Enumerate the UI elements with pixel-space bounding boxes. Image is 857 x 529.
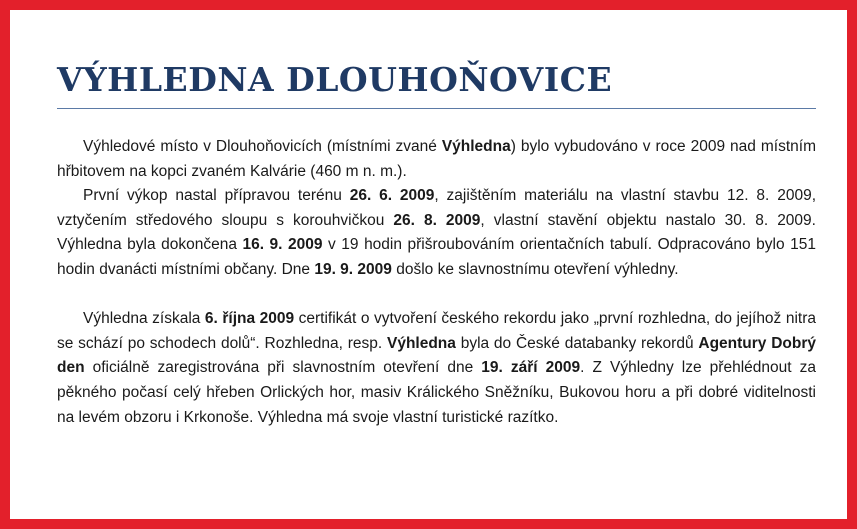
paragraph-record [57,307,816,430]
bold-text: Agentury Dobrý den [57,334,817,377]
text-run: , vlastní stavění objektu nastalo 30. 8. 2009. Výhledna byla dokončena [57,211,816,254]
text-run: byla do České databanky rekordů [455,334,699,352]
bold-date: 16. 9. 2009 [242,236,323,254]
page-title: VÝHLEDNA DLOUHOŇOVICE [57,60,613,99]
bold-date: 19. 9. 2009 [314,260,392,278]
text-run: Výhledové místo v Dlouhoňovicích (místními zvané [83,138,442,155]
bold-date: 19. září 2009 [481,359,581,377]
text-run: oficiálně zaregistrována při slavnostním otevření dne [84,359,482,377]
text-run: . Z Výhledny lze přehlédnout za pěkného počasí celý hřeben Orlických hor, masiv Králického Sněžníku, Bukovou horu a při dobré viditelnosti na levém obzoru i Krkonoše. Výhledna má svoje vlastní turistické razítko. [57,359,816,426]
bold-text: Výhledna [441,138,511,155]
title-underline-divider [57,108,816,109]
text-run: došlo ke slavnostnímu otevření výhledny. [391,260,679,278]
text-run: , zajištěním materiálu na vlastní stavbu 12. 8. 2009, vztyčením středového sloupu s korouhvičkou [57,187,816,229]
paragraph-construction [57,184,816,282]
bold-date: 26. 8. 2009 [393,211,481,229]
text-run: Výhledna získala [83,310,205,328]
paragraph-intro [57,135,816,184]
bold-date: 6. října 2009 [204,310,295,328]
bold-date: 26. 6. 2009 [349,187,435,205]
text-run: certifikát o vytvoření českého rekordu jako „první rozhledna, do jejíhož nitra se schází po schodech dolů“. Rozhledna, resp. [57,310,816,352]
text-run: První výkop nastal přípravou terénu [83,187,350,205]
article-body [57,135,816,430]
paragraph-spacer [57,283,816,308]
bold-text: Výhledna [386,334,456,352]
text-run: v 19 hodin přišroubováním orientačních tabulí. Odpracováno bylo 151 hodin dvanácti místními občany. Dne [57,236,816,278]
text-run: ) bylo vybudováno v roce 2009 nad místním hřbitovem na kopci zvaném Kalvárie (460 m n. m.). [57,138,816,180]
